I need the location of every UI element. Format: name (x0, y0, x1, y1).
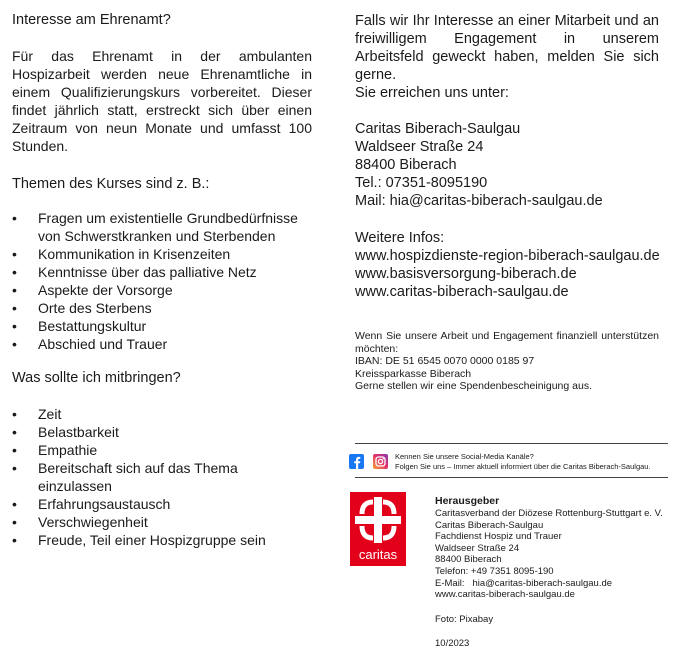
info-label: Weitere Infos: (355, 230, 445, 246)
publisher-block (435, 495, 681, 650)
publisher-line: Fachdienst Hospiz und Trauer (435, 531, 562, 543)
contact-block (355, 120, 603, 210)
instagram-icon[interactable] (373, 454, 388, 469)
contact-org: Caritas Biberach-Saulgau (355, 121, 521, 137)
themes-rest: des Kurses sind z. B.: (65, 176, 210, 192)
list-item: • Fragen um existentielle Grundbedürfnisse von Schwerstkranken und Sterbenden (12, 209, 312, 245)
caritas-logo (350, 492, 406, 566)
list-item: • Abschied und Trauer (12, 335, 312, 353)
publisher-line: www.caritas-biberach-saulgau.de (435, 589, 575, 601)
themes-intro (12, 176, 209, 192)
link-hospiz[interactable]: www.hospizdienste-region-biberach-saulgau.de (355, 248, 660, 264)
publisher-label: Herausgeber (435, 495, 500, 507)
facebook-icon[interactable] (349, 454, 364, 469)
support-bank: Kreissparkasse Biberach (355, 367, 472, 380)
invite-paragraph: Falls wir Ihr Interesse an einer Mitarbeit und an freiwilligem Engagement in unserem Arbeitsfeld geweckt haben, melden Sie sich gerne. (355, 13, 659, 83)
list-item: • Verschwiegenheit (12, 513, 312, 531)
intro-paragraph: Für das Ehrenamt in der ambulanten Hospizarbeit werden neue Ehrenamtliche in einem Qualifizierungskurs vorbereitet. Dieser findet jährlich statt, erstreckt sich über einen Zeitraum von neun Monate und umfasst 100 Stunden. (12, 48, 312, 154)
contact-street: Waldseer Straße 24 (355, 139, 484, 155)
links-block (355, 229, 660, 301)
publisher-line: 88400 Biberach (435, 554, 502, 566)
contact-city: 88400 Biberach (355, 157, 457, 173)
themes-list (12, 209, 312, 353)
list-item: • Empathie (12, 441, 312, 459)
support-text: Wenn Sie unsere Arbeit und Engagement finanziell unterstützen möchten: (355, 330, 659, 355)
themes-word: Themen (12, 176, 66, 192)
support-receipt: Gerne stellen wir eine Spendenbescheinigung aus. (355, 380, 592, 392)
publisher-line: Telefon: +49 7351 8095-190 (435, 565, 554, 577)
publisher-line: E-Mail: hia@caritas-biberach-saulgau.de (435, 577, 613, 589)
publisher-line: Caritasverband der Diözese Rottenburg-Stuttgart e. V. (435, 508, 663, 519)
list-item: • Zeit (12, 405, 312, 423)
edition-date: 10/2023 (435, 638, 470, 650)
requirements-list (12, 405, 312, 549)
social-line1: Kennen Sie unsere Social-Media Kanäle? (395, 452, 534, 461)
contact-mail[interactable]: Mail: hia@caritas-biberach-saulgau.de (355, 193, 603, 209)
support-iban: IBAN: DE 51 6545 0070 0000 0185 97 (355, 355, 535, 367)
heading-interest: Interesse am Ehrenamt? (12, 12, 171, 28)
caritas-logo-text: caritas (358, 547, 398, 562)
photo-credit: Foto: Pixabay (435, 613, 494, 625)
list-item: • Aspekte der Vorsorge (12, 281, 312, 299)
list-item: • Bestattungskultur (12, 317, 312, 335)
heading-requirements: Was sollte ich mitbringen? (12, 370, 181, 386)
link-basisversorgung[interactable]: www.basisversorgung-biberach.de (355, 266, 577, 282)
support-block (355, 330, 659, 393)
list-item: • Kommunikation in Krisenzeiten (12, 245, 312, 263)
publisher-line: Caritas Biberach-Saulgau (435, 519, 544, 531)
divider-bottom (355, 477, 668, 478)
list-item: • Erfahrungsaustausch (12, 495, 312, 513)
list-item: • Bereitschaft sich auf das Thema einzulassen (12, 459, 312, 495)
list-item: • Freude, Teil einer Hospizgruppe sein (12, 531, 312, 549)
list-item: • Belastbarkeit (12, 423, 312, 441)
social-line2: Folgen Sie uns – Immer aktuell informiert über die Caritas Biberach-Saulgau. (395, 461, 651, 471)
divider-top (355, 443, 668, 444)
social-block (395, 452, 681, 471)
link-caritas[interactable]: www.caritas-biberach-saulgau.de (355, 284, 569, 300)
contact-phone: Tel.: 07351-8095190 (355, 175, 488, 191)
publisher-line: Waldseer Straße 24 (435, 542, 520, 554)
reach-label: Sie erreichen uns unter: (355, 85, 509, 101)
list-item: • Kenntnisse über das palliative Netz (12, 263, 312, 281)
list-item: • Orte des Sterbens (12, 299, 312, 317)
